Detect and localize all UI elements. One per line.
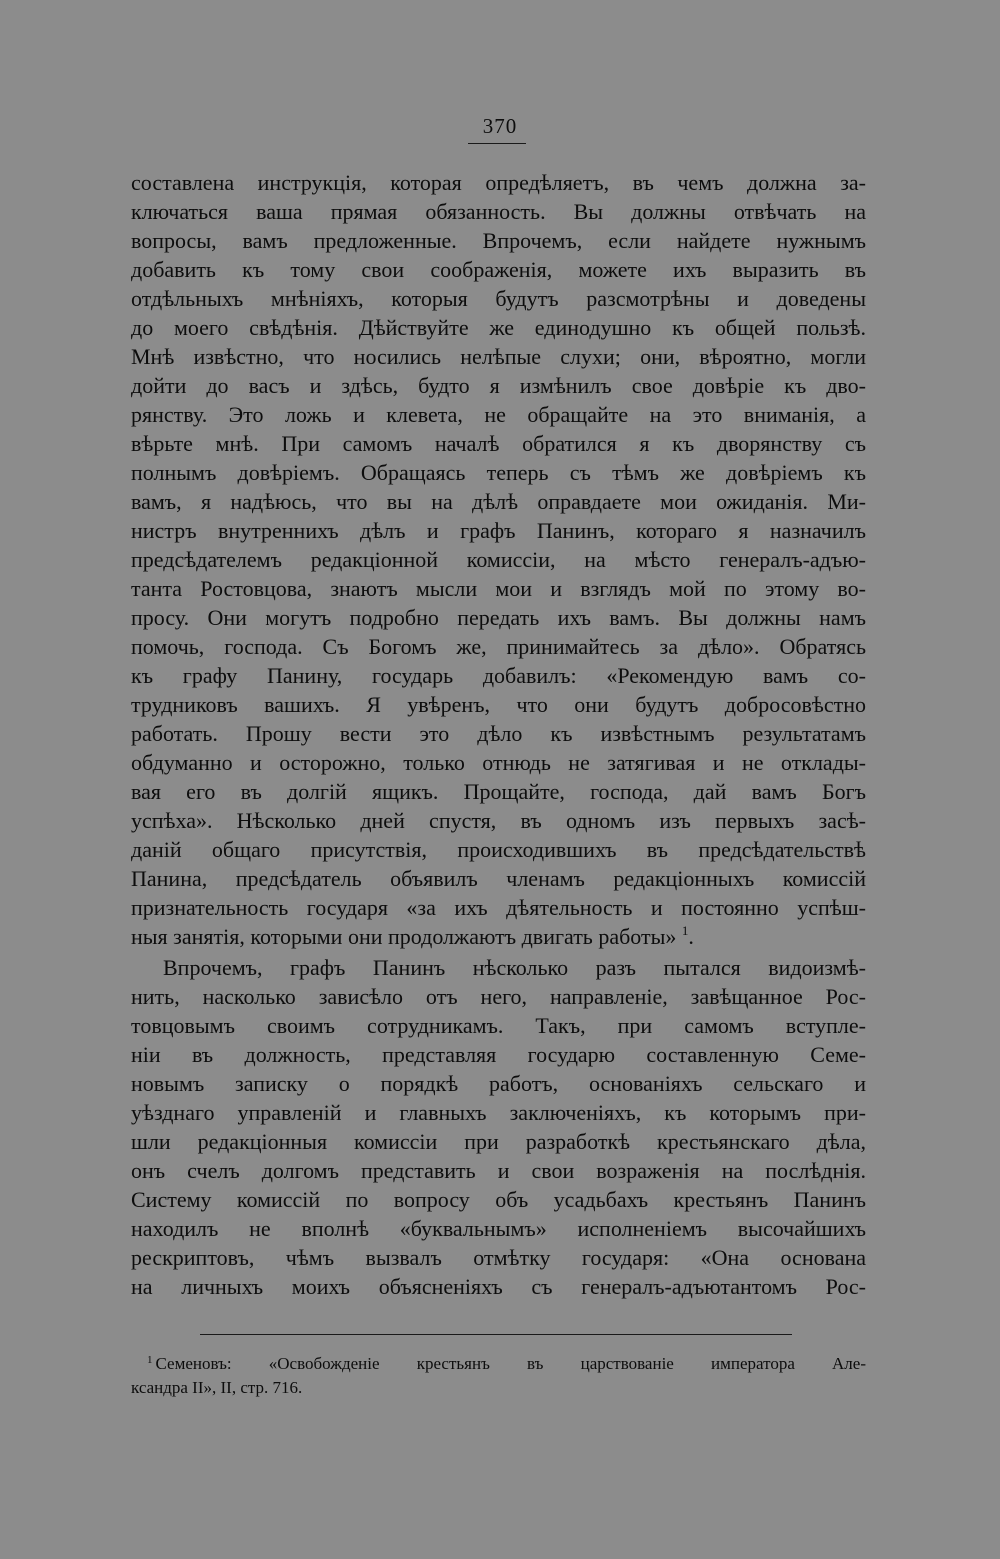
page-number-underline: [468, 143, 526, 144]
text-line: вамъ, я надѣюсь, что вы на дѣлѣ оправдаете мои ожиданія. Ми-: [131, 489, 866, 514]
text-line: уѣзднаго управленій и главныхъ заключеніяхъ, къ которымъ при-: [131, 1100, 866, 1125]
text-line: признательность государя «за ихъ дѣятельность и постоянно успѣш-: [131, 895, 866, 920]
text-line: просу. Они могутъ подробно передать ихъ вамъ. Вы должны намъ: [131, 605, 866, 630]
text-line: ніи въ должность, представляя государю составленную Семе-: [131, 1042, 866, 1067]
text-line: на личныхъ моихъ объясненіяхъ съ генералъ-адъютантомъ Рос-: [131, 1274, 866, 1299]
text-line: вѣрьте мнѣ. При самомъ началѣ обратился я къ дворянству съ: [131, 431, 866, 456]
text-line: рянству. Это ложь и клевета, не обращайте на это вниманія, а: [131, 402, 866, 427]
text-line: успѣха». Нѣсколько дней спустя, въ одномъ изъ первыхъ засѣ-: [131, 808, 866, 833]
text-line: предсѣдателемъ редакціонной комиссіи, на мѣсто генералъ-адъю-: [131, 547, 866, 572]
text-line: вопросы, вамъ предложенные. Впрочемъ, если найдете нужнымъ: [131, 228, 866, 253]
body-text: [131, 168, 866, 1301]
text-line: добавить къ тому свои соображенія, можете ихъ выразить въ: [131, 257, 866, 282]
footnote-separator: [200, 1334, 792, 1335]
text-line: онъ счелъ долгомъ представить и свои возраженія на послѣднія.: [131, 1158, 866, 1183]
text-line: товцовымъ своимъ сотрудникамъ. Такъ, при самомъ вступле-: [131, 1013, 866, 1038]
footnote-reference: 1: [681, 923, 689, 938]
text-line: новымъ записку о порядкѣ работъ, основаніяхъ сельскаго и: [131, 1071, 866, 1096]
text-line: обдуманно и осторожно, только отнюдь не затягивая и не отклады-: [131, 750, 866, 775]
paragraph-2: [131, 953, 866, 1301]
text-line: ключаться ваша прямая обязанность. Вы должны отвѣчать на: [131, 199, 866, 224]
text-line: отдѣльныхъ мнѣніяхъ, которыя будутъ разсмотрѣны и доведены: [131, 286, 866, 311]
text-line: танта Ростовцова, знаютъ мысли мои и взглядъ мой по этому во-: [131, 576, 866, 601]
text-line: дойти до васъ и здѣсь, будто я измѣнилъ свое довѣріе къ дво-: [131, 373, 866, 398]
text-line: полнымъ довѣріемъ. Обращаясь теперь съ тѣмъ же довѣріемъ къ: [131, 460, 866, 485]
text-line: рескриптовъ, чѣмъ вызвалъ отмѣтку государя: «Она основана: [131, 1245, 866, 1270]
text-line: трудниковъ вашихъ. Я увѣренъ, что они будутъ добросовѣстно: [131, 692, 866, 717]
text-line: нить, насколько зависѣло отъ него, направленіе, завѣщанное Рос-: [131, 984, 866, 1009]
text-line: шли редакціонныя комиссіи при разработкѣ крестьянскаго дѣла,: [131, 1129, 866, 1154]
footnote-line: ксандра II», II, стр. 716.: [131, 1378, 303, 1397]
text-line: Мнѣ извѣстно, что носились нелѣпые слухи; они, вѣроятно, могли: [131, 344, 866, 369]
footnote-line: [131, 1352, 866, 1376]
text-line: даній общаго присутствія, происходившихъ въ предсѣдательствѣ: [131, 837, 866, 862]
text-line: Систему комиссій по вопросу объ усадьбахъ крестьянъ Панинъ: [131, 1187, 866, 1212]
text-line: находилъ не вполнѣ «буквальнымъ» исполненіемъ высочайшихъ: [131, 1216, 866, 1241]
footnote-mark: 1: [147, 1354, 153, 1366]
text-line: нистръ внутреннихъ дѣлъ и графъ Панинъ, котораго я назначилъ: [131, 518, 866, 543]
text-line: вая его въ долгій ящикъ. Прощайте, господа, дай вамъ Богъ: [131, 779, 866, 804]
text-line: Впрочемъ, графъ Панинъ нѣсколько разъ пытался видоизмѣ-: [163, 955, 866, 980]
footnotes: [131, 1352, 866, 1400]
paragraph-1: [131, 168, 866, 951]
text-line: ныя занятія, которыми они продолжаютъ двигать работы» $^1$.: [131, 923, 694, 949]
text-line: составлена инструкція, которая опредѣляетъ, въ чемъ должна за-: [131, 170, 866, 195]
text-line: до моего свѣдѣнія. Дѣйствуйте же единодушно къ общей пользѣ.: [131, 315, 866, 340]
text-line: помочь, господа. Съ Богомъ же, принимайтесь за дѣло». Обратясь: [131, 634, 866, 659]
text-line: къ графу Панину, государь добавилъ: «Рекомендую вамъ со-: [131, 663, 866, 688]
text-line: Панина, предсѣдатель объявилъ членамъ редакціонныхъ комиссій: [131, 866, 866, 891]
page-number: 370: [482, 114, 518, 138]
text-line-content: ныя занятія, которыми они продолжаютъ двигать работы»: [131, 924, 677, 949]
footnote-text: Семеновъ: «Освобожденіе крестьянъ въ царствованіе императора Але-: [155, 1354, 866, 1373]
text-line: работать. Прошу вести это дѣло къ извѣстнымъ результатамъ: [131, 721, 866, 746]
